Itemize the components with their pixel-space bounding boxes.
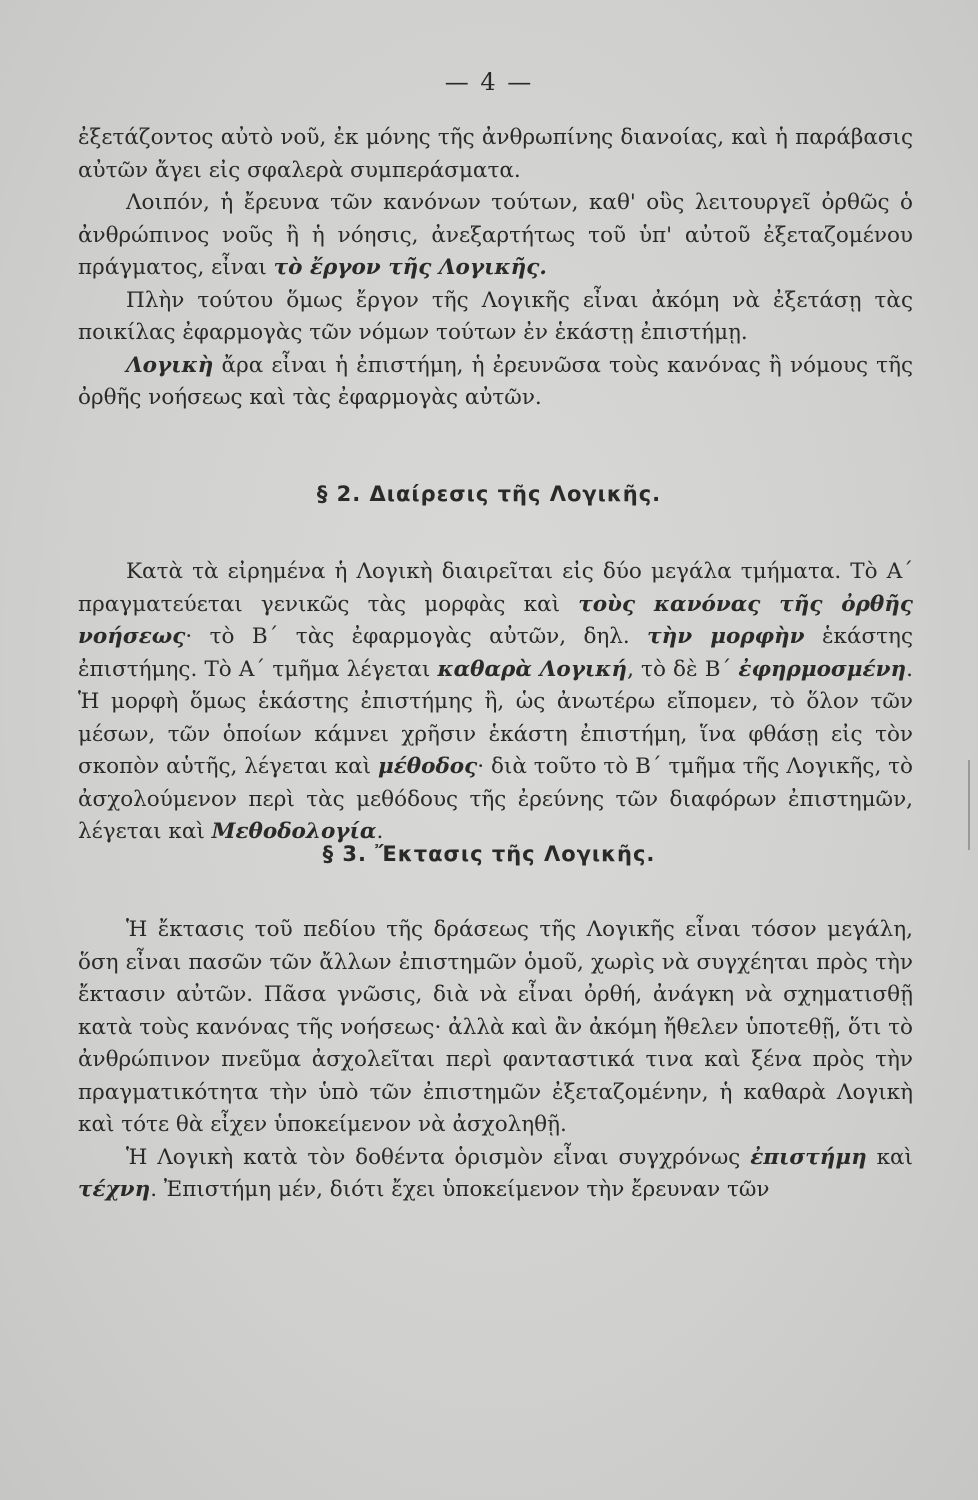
emphasis: Λογικὴ <box>126 352 214 378</box>
section-2-text <box>78 556 913 849</box>
text: καὶ <box>866 1144 913 1170</box>
emphasis: τὸ ἔργον τῆς Λογικῆς. <box>273 255 547 280</box>
paragraph <box>78 187 913 285</box>
page-number: — 4 — <box>444 68 534 96</box>
paragraph <box>78 1142 913 1207</box>
text: , τὸ δὲ Β΄ <box>627 656 739 682</box>
section-3-text <box>78 914 913 1207</box>
text: . Ἡ μορφὴ ὅμως ἑκάστης ἐπιστήμης ἢ, ὡς ἀνωτέρω εἴπομεν, τὸ ὅλον τῶν μέσων, τῶν ὁποίων κάμνει χρῆσιν ἑκάστη ἐπιστήμη, ἵνα φθάσῃ εἰς τὸν σκοπὸν αὑτῆς, λέγεται καὶ <box>78 656 913 779</box>
emphasis: καθαρὰ Λογική <box>437 656 628 682</box>
paragraph: Πλὴν τούτου ὅμως ἔργον τῆς Λογικῆς εἶναι ἀκόμη νὰ ἐξετάσῃ τὰς ποικίλας ἐφαρμογὰς τῶν νόμων τούτων ἐν ἑκάστῃ ἐπιστήμῃ. <box>78 287 913 345</box>
text: Ἡ Λογικὴ κατὰ τὸν δοθέντα ὁρισμὸν εἶναι συγχρόνως <box>126 1144 751 1170</box>
paragraph: Ἡ ἔκτασις τοῦ πεδίου τῆς δράσεως τῆς Λογικῆς εἶναι τόσον μεγάλη, ὅση εἶναι πασῶν τῶν ἄλλων ἐπιστημῶν ὁμοῦ, χωρὶς νὰ συγχέηται πρὸς τὴν ἔκτασιν αὐτῶν. Πᾶσα γνῶσις, διὰ νὰ εἶναι ὀρθή, ἀνάγκη νὰ σχηματισθῇ κατὰ τοὺς κανόνας τῆς νοήσεως· ἀλλὰ καὶ ἂν ἀκόμη ἤθελεν ὑποτεθῇ, ὅτι τὸ ἀνθρώπινον πνεῦμα ἀσχολεῖται περὶ φανταστικά τινα καὶ ξένα πρὸς τὴν πραγματικότητα τὴν ὑπὸ τῶν ἐπιστημῶν ἐξεταζομένην, ἡ καθαρὰ Λογικὴ καὶ τότε θὰ εἶχεν ὑποκείμενον νὰ ἀσχοληθῇ. <box>78 917 913 1137</box>
paragraph: ἐξετάζοντος αὐτὸ νοῦ, ἐκ μόνης τῆς ἀνθρωπίνης διανοίας, καὶ ἡ παράβασις αὐτῶν ἄγει εἰς σφαλερὰ συμπεράσματα. <box>78 125 913 183</box>
text: . <box>376 819 384 844</box>
text: Λοιπόν, ἡ ἔρευνα τῶν κανόνων τούτων, καθ' οὓς λειτουργεῖ ὀρθῶς ὁ ἀνθρώπινος νοῦς ἢ ἡ νόησις, ἀνεξαρτήτως τοῦ ὑπ' αὐτοῦ ἐξεταζομένου πράγματος, εἶναι <box>78 190 913 280</box>
emphasis: μέθοδος <box>377 754 478 779</box>
paragraph <box>78 556 913 849</box>
emphasis: τέχνη <box>78 1177 151 1202</box>
text: . Ἐπιστήμη μέν, διότι ἔχει ὑποκείμενον τὴν ἔρευναν τῶν <box>150 1177 770 1202</box>
text: ἄρα εἶναι ἡ ἐπιστήμη, ἡ ἐρευνῶσα τοὺς κανόνας ἢ νόμους τῆς ὀρθῆς νοήσεως καὶ τὰς ἐφαρμογὰς αὐτῶν. <box>78 352 913 410</box>
text: · τὸ Β΄ τὰς ἐφαρμογὰς αὐτῶν, δηλ. <box>185 624 648 649</box>
emphasis: Μεθοδολογία <box>211 819 377 844</box>
text: ἑκάστης ἐπιστήμης. Τὸ Α΄ τμῆμα λέγεται <box>78 624 913 682</box>
paragraph <box>78 350 913 415</box>
text: Κατὰ τὰ εἰρημένα ἡ Λογικὴ διαιρεῖται εἰς δύο μεγάλα τμήματα. Τὸ Α΄ πραγματεύεται γενικῶς τὰς μορφὰς καὶ <box>78 559 913 617</box>
emphasis: ἐπιστήμη <box>750 1144 867 1170</box>
section-3-heading: § 3. Ἔκτασις τῆς Λογικῆς. <box>322 842 656 866</box>
emphasis: τὴν μορφὴν <box>647 624 805 649</box>
text: · διὰ τοῦτο τὸ Β΄ τμῆμα τῆς Λογικῆς, τὸ ἀσχολούμενον περὶ τὰς μεθόδους τῆς ἐρεύνης τῶν διαφόρων ἐπιστημῶν, λέγεται καὶ <box>78 754 914 844</box>
section-2-heading: § 2. Διαίρεσις τῆς Λογικῆς. <box>316 482 662 506</box>
section-1-text <box>78 122 913 415</box>
emphasis: τοὺς κανόνας τῆς ὀρθῆς νοήσεως <box>78 591 913 649</box>
margin-mark <box>968 760 970 850</box>
emphasis: ἐφηρμοσμένη <box>738 656 907 682</box>
